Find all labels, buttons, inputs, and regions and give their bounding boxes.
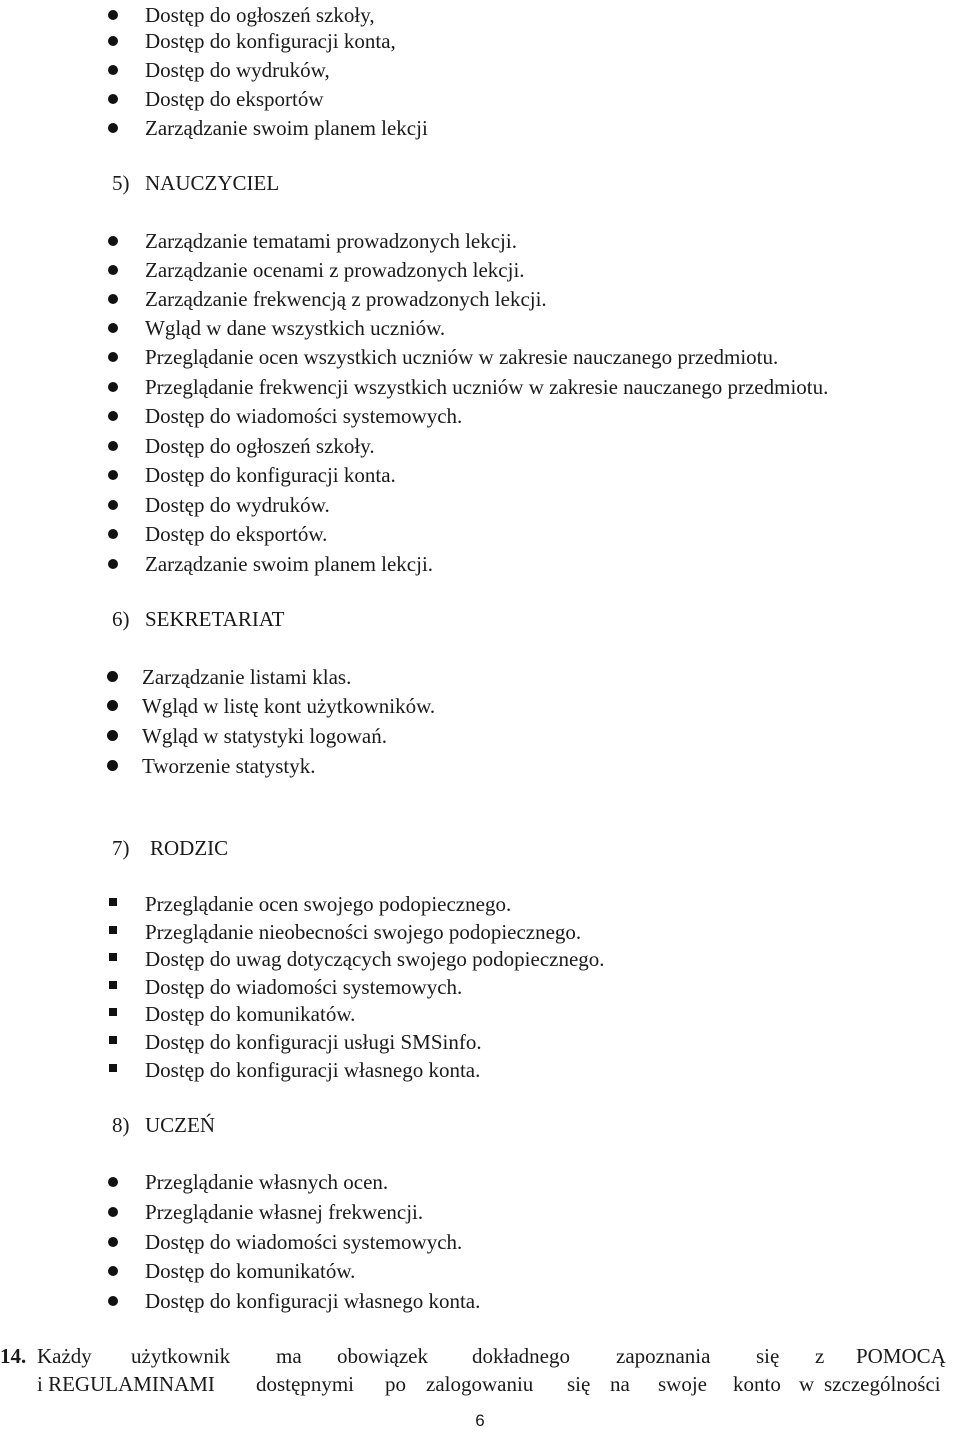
bullet-icon — [108, 500, 118, 510]
paragraph-14-line-2 — [0, 1369, 960, 1399]
bullet-icon — [108, 559, 118, 569]
paragraph-word: obowiązek — [337, 1344, 428, 1368]
bullet-icon — [108, 382, 118, 392]
bullet-icon — [108, 65, 118, 75]
square-bullet-icon — [109, 1036, 117, 1044]
square-bullet-icon — [109, 1008, 117, 1016]
bullet-icon — [108, 1266, 118, 1276]
bullet-icon — [108, 1296, 118, 1306]
paragraph-word: konto — [733, 1372, 781, 1396]
paragraph-word: na — [610, 1372, 630, 1396]
bullet-icon — [108, 236, 118, 246]
paragraph-word: i REGULAMINAMI — [37, 1372, 215, 1396]
bullet-icon — [108, 1207, 118, 1217]
bullet-icon — [107, 671, 118, 682]
bullet-icon — [108, 529, 118, 539]
bullet-icon — [108, 352, 118, 362]
bullet-icon — [108, 1237, 118, 1247]
document-page: Dostęp do ogłoszeń szkoły, Dostęp do konfiguracji konta, Dostęp do wydruków, Dostęp do eksportów Zarządzanie swoim planem lekcji 5) NAUCZYCIEL Zarządzanie tematami prowadzonych lekcji. Zarządzanie ocenami z prowadzonych lekcji. Zarządzanie frekwencją z prowadzonych lekcji. Wgląd w dane wszystkich uczniów. Przeglądanie ocen wszystkich uczniów w zakresie nauczanego przedmiotu. Przeglądanie frekwencji wszystkich uczniów w zakresie nauczanego przedmiotu. Dostęp do wiadomości systemowych. Dostęp do ogłoszeń szkoły. Dostęp do konfiguracji konta. Dostęp do wydruków. Dostęp do eksportów. Zarządzanie swoim planem lekcji. 6) SEKRETARIAT Zarządzanie listami klas. Wgląd w listę kont użytkowników. Wgląd w statystyki logowań. Tworzenie statystyk. 7) RODZIC Przeglądanie ocen swojego podopiecznego. Przeglądanie nieobecności swojego podopiecznego. Dostęp do uwag dotyczących swojego podopiecznego. Dostęp do wiadomości systemowych. Dostęp do komunikatów. Dostęp do konfiguracji usługi SMSinfo. Dostęp do konfiguracji własnego konta. 8) UCZEŃ Przeglądanie własnych ocen. Przeglądanie własnej frekwencji. Dostęp do wiadomości systemowych. Dostęp do komunikatów. Dostęp do konfiguracji własnego konta. 14. Każdy użytkownik ma obowiązek dokładnego zapoznania się z POMOCĄ i REGULAMINAMI dostępnymi po zalogowaniu się na swoje konto w szczególności 6 — [0, 0, 960, 1434]
square-bullet-icon — [109, 953, 117, 961]
bullet-icon — [108, 1177, 118, 1187]
bullet-icon — [108, 265, 118, 275]
square-bullet-icon — [109, 898, 117, 906]
bullet-icon — [108, 294, 118, 304]
paragraph-word: swoje — [658, 1372, 707, 1396]
paragraph-word: się — [756, 1344, 780, 1368]
bullet-icon — [107, 760, 118, 771]
paragraph-word: dostępnymi — [256, 1372, 354, 1396]
bullet-icon — [108, 36, 118, 46]
paragraph-word: dokładnego — [472, 1344, 570, 1368]
square-bullet-icon — [109, 926, 117, 934]
paragraph-word: się — [567, 1372, 591, 1396]
bullet-icon — [108, 10, 118, 20]
paragraph-word: szczególności — [824, 1372, 941, 1396]
square-bullet-icon — [109, 981, 117, 989]
paragraph-word: w — [799, 1372, 815, 1396]
bullet-icon — [108, 94, 118, 104]
paragraph-word: po — [385, 1372, 406, 1396]
paragraph-word: ma — [276, 1344, 302, 1368]
page-number: 6 — [475, 1411, 485, 1430]
bullet-icon — [108, 411, 118, 421]
bullet-icon — [107, 730, 118, 741]
paragraph-word: Każdy — [37, 1344, 92, 1368]
bullet-icon — [108, 441, 118, 451]
paragraph-word: zalogowaniu — [426, 1372, 534, 1396]
square-bullet-icon — [109, 1064, 117, 1072]
paragraph-word: zapoznania — [616, 1344, 711, 1368]
paragraph-14-line-1 — [0, 1341, 960, 1371]
paragraph-word: z — [815, 1344, 825, 1368]
bullet-icon — [108, 123, 118, 133]
paragraph-word: POMOCĄ — [856, 1344, 946, 1368]
bullet-icon — [108, 323, 118, 333]
paragraph-number: 14. — [0, 1344, 27, 1368]
paragraph-word: użytkownik — [131, 1344, 231, 1368]
bullet-icon — [107, 700, 118, 711]
bullet-icon — [108, 470, 118, 480]
